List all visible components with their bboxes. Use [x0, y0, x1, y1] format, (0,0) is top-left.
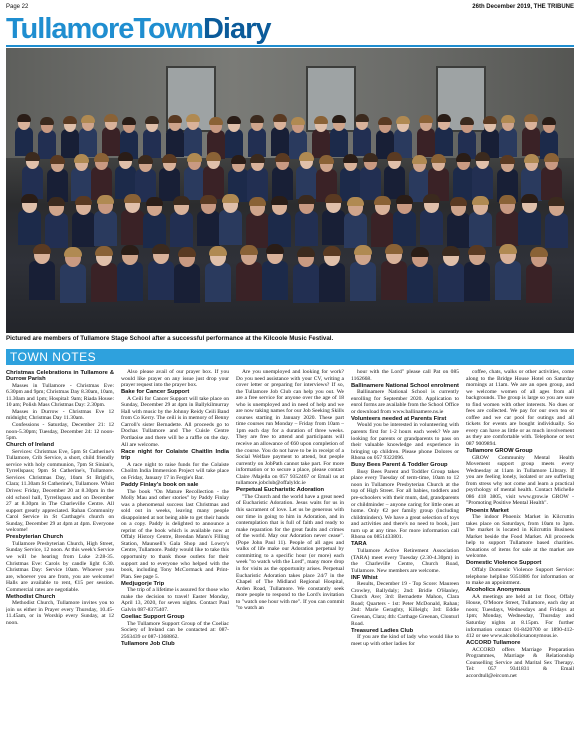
article-heading: Bake for Cancer Support — [121, 389, 190, 396]
performer-hair — [396, 116, 410, 124]
performer-hair — [162, 154, 177, 163]
performer-hair — [343, 154, 358, 163]
page-number: Page 22 — [6, 4, 29, 10]
performer-hair — [524, 154, 539, 163]
article-paragraph: Services: Christmas Eve, 5pm St Catherine's Tullamore, Crib Service, a short, child friendly service with holy communion, 7pm St Sinian's, Tyrrellspass; 9pm St Catherine's, Tullamore. Services Christmas Day, 10am St Brigid's, Clara; 11.30am St Catherine's, Tullamore. Whist Drives: Friday, December 20 at 8.30pm in the old school hall, Tyrrellspass and on December 27 at 8.30pm in The Charleville Centre. All support greatly appreciated. Rahan Community Carol Service in St Carthage's church on Sunday, December 29 at 4pm at 4pm. Everyone welcome! — [6, 448, 114, 534]
article-paragraph: Ballinamere National School is currently enrolling for September 2020. Application to enrol forms are available from the School Office or download from www.ballinamere.ns.ie — [351, 389, 459, 415]
article-heading: Tullamore GROW Group — [466, 448, 533, 455]
performer-body — [219, 210, 242, 246]
performer-body — [312, 129, 331, 158]
performer-body — [435, 127, 454, 156]
performer-hair — [227, 116, 241, 124]
performer-body — [79, 128, 98, 157]
article-paragraph: Results, December 19 - Top Score: Maureen Crowley, Ballydaly; 2nd: Bridie O'Hanley, Church Ave; 3rd: Bernadette Mahon, Clara Road; Quarters - 1st: Peter McDonald, Rahan; 2nd: Marie Geraghty, Killeigh; 3rd: Eddie Greenan, Clara; 4th: Carthage Greenan, Clonturl Road. — [351, 581, 459, 627]
article-paragraph: If you are the kind of lady who would like to meet up with other ladies for — [351, 634, 459, 647]
performer-hair — [250, 154, 265, 163]
performer-body — [72, 212, 95, 248]
masthead — [6, 14, 574, 44]
performer-hair — [524, 114, 538, 122]
performer-body — [117, 262, 142, 301]
article-paragraph: The book "On Mature Recollection - the Molly Mau and other stories" by Paddy Finlay was a phenomenal success last Christmas and sold out in weeks, leaving many people disappointed at not being able to get their hands on a copy. Paddy is delighted to announce a reprint of the book which is available now at Offaly History Centre, Brendan Mann's Filling Station, Maunsell's Gala Shop and Lowry's Centre, Tullamore. Paddy would like to take this opportunity to thank those outlets for their support and to everyone who helped with the book, including Tony McCormack and Print-Plan. See page 5. — [121, 488, 229, 580]
performer-hair — [374, 196, 391, 205]
performer-hair — [363, 153, 378, 162]
performer-hair — [431, 154, 446, 163]
performer-hair — [206, 152, 221, 161]
article-paragraph: AA meetings are held at 1st floor, Offaly House, O'Moore Street, Tullamore, each day at noon; Tuesdays, Wednesdays and Fridays at 1pm; Monday, Wednesday, Thursday and Saturday nights at 8.15pm. For further information contact 01-8420700 or 1890-412-412 or see www.alcoholicsanonymous.ie. — [466, 593, 574, 640]
performer-body — [262, 261, 287, 300]
article-paragraph: Masses in Tullamore - Christmas Eve: 6.30pm and 9pm; Christmas Day 8.30am, 10am, 11.30am and 1pm; Hospital: 9am; Riada House: 10 am; Polish Mass Christmas Day: 2.30pm. — [6, 382, 114, 409]
performer-hair — [332, 115, 346, 123]
performer-hair — [291, 117, 305, 125]
article-paragraph: Methodist Church, Tullamore invites you to join us either in Prayer every Thursday, 10.45-11.45am, or in Worship every Sunday, at 12 noon. — [6, 600, 114, 627]
article-paragraph: Also please avail of our prayer box. If you would like prayer on any issue just drop your prayer request into the prayer box. — [121, 369, 229, 389]
performer-body — [225, 129, 244, 158]
performer-hair — [378, 117, 392, 125]
performer-hair — [124, 194, 141, 203]
performer-hair — [325, 194, 342, 203]
performer-hair — [423, 194, 440, 203]
performer-hair — [499, 244, 517, 254]
performer-hair — [186, 114, 200, 122]
performer-hair — [138, 155, 153, 164]
performer-hair — [48, 197, 65, 206]
performer-hair — [122, 117, 136, 125]
masthead-title-part1: TullamoreTown — [6, 13, 203, 45]
article-columns — [6, 369, 574, 731]
masthead-title-part2: Diary — [202, 13, 271, 45]
performer-body — [166, 128, 185, 157]
performer-body — [246, 213, 269, 249]
performer-hair — [530, 247, 548, 257]
article-heading: Christmas Celebrations in Tullamore & Durrow Parish — [6, 369, 114, 383]
performer-body — [29, 261, 54, 300]
article-paragraph: Offaly Domestic Violence Support Service: telephone helpline 9351886 for information or to make an appointment. — [466, 567, 574, 587]
article-paragraph: ACCORD offers Marriage Preparation Programmes, Marriage & Relationship Counselling Service and Marital Sex Therapy. Tel: 057 9341831 & Email accordtull@eircom.net — [466, 646, 574, 679]
performer-hair — [209, 117, 223, 125]
performer-hair — [240, 245, 258, 255]
performer-hair — [187, 153, 202, 162]
performer-hair — [542, 117, 556, 125]
article-heading: Phoenix Market — [466, 507, 509, 514]
performer-body — [350, 262, 375, 301]
performer-hair — [298, 195, 315, 204]
performer-hair — [146, 197, 163, 206]
performer-hair — [499, 195, 516, 204]
performer-hair — [468, 245, 486, 255]
article-heading: ACCORD Tullamore — [466, 640, 521, 647]
performer-body — [360, 167, 381, 199]
article-heading: Medjugorje Trip — [121, 580, 165, 587]
performer-hair — [94, 153, 109, 162]
article-paragraph: coffee, chats, walks or other activities, come along to the Bridge House Hotel on Saturday mornings at 11am. We are an open group, and we welcome women of all ages from all backgrounds. The group is large so you are sure to find women with other interests. No dues or fees are collected. We pay for our own tea or coffee and we car pool for outings and all tickets for events are bought individually. So every can have as little or as much involvement as they are comfortable with. Telephone or text 087 9009894. — [466, 369, 574, 448]
performer-body — [344, 213, 367, 249]
performer-hair — [97, 195, 114, 204]
article-column — [236, 369, 344, 731]
article-paragraph: Busy Bees Parent and Toddler Group takes place every Tuesday of term-time, 10am to 12 noon in Tullamore Presbyterian Church at the top of High Street. For all babies, toddlers and pre-schoolers with their mum, dad, grandparents or childminder – anyone caring for little ones at home. Only €2 per family group (including childminders). We have a great selection of toys and activities and there's no need to book, just turn up at any time. For more information call Rhona on 0851433801. — [351, 468, 459, 541]
article-heading: Perpetual Eucharistic Adoration — [236, 487, 325, 494]
performer-body — [518, 210, 541, 246]
performer-hair — [266, 244, 284, 254]
performer-body — [381, 261, 406, 300]
performer-hair — [323, 246, 341, 256]
performer-hair — [297, 247, 315, 257]
article-paragraph: Masses in Durrow - Christmas Eve 12 midnight; Christmas Day 11.30am. — [6, 408, 114, 422]
performer-hair — [548, 197, 565, 206]
performer-hair — [355, 114, 369, 122]
performer-body — [143, 213, 166, 249]
performer-hair — [385, 244, 403, 254]
performer-hair — [483, 116, 497, 124]
performer-hair — [33, 244, 51, 254]
performer-body — [526, 264, 551, 303]
performer-hair — [544, 153, 559, 162]
article-paragraph: A Ceili for Cancer Support will take place on Sunday, December 29 at 4pm in Ballykilmurray Hall with music by the Johnny Reidy Ceili Band from Co Kerry. The ceili is in memory of Benny Carroll's sister Bernadette. All proceeds go to Dochas Tullamore and The Cuisle Centre Portlaoise and there will be a raffle on the day. All are welcome. — [121, 395, 229, 448]
performer-body — [247, 168, 268, 200]
performer-body — [420, 210, 443, 246]
performer-hair — [314, 116, 328, 124]
article-heading: Alcoholics Anonymous — [466, 587, 531, 594]
article-paragraph: hour with the Lord" please call Pat on 085 1162668. — [351, 369, 459, 382]
article-heading: Volunteers needed at Parents First — [351, 415, 447, 422]
article-column — [466, 369, 574, 731]
performer-hair — [104, 114, 118, 122]
article-paragraph: GROW Community Mental Health Movement support group meets every Wednesday at 11am in Tullamore Library. If you are feeling lonely, isolated or are suffering from stress why not come and learn a practical psychology of mental health. Contact Michelle 086 418 3805, visit www.grow.ie GROW - "Promoting Positive Mental Health". — [466, 454, 574, 507]
article-paragraph: Tullamore Active Retirement Association (TARA) meet every Tuesday (2.30-4.30pm) in the Charleville Centre, Church Road, Tullamore. New members are welcome. — [351, 547, 459, 574]
performer-body — [545, 213, 568, 249]
performer-body — [45, 213, 68, 249]
performer-body — [322, 210, 345, 246]
performer-body — [319, 263, 344, 302]
performer-body — [371, 212, 394, 248]
performer-body — [170, 212, 193, 248]
performer-hair — [475, 152, 490, 161]
performer-body — [453, 167, 474, 199]
performer-hair — [354, 245, 372, 255]
performer-hair — [168, 115, 182, 123]
performer-hair — [501, 115, 515, 123]
article-heading: Coeliac Support Group — [121, 613, 185, 620]
performer-body — [203, 166, 224, 198]
article-heading: TARA — [351, 541, 367, 548]
article-heading: Presbyterian Church — [6, 534, 64, 541]
performer-body — [143, 129, 162, 158]
performer-hair — [25, 152, 40, 161]
performer-hair — [521, 194, 538, 203]
article-paragraph: The indoor Phoenix Market in Kilcruttin takes place on Saturdays, from 10am to 3pm. The market is located in Kilcruttin Business Market beside the Food Market. All proceeds help to support Tullamore based charities. Donations of items for sale at the market are welcome. — [466, 514, 574, 560]
article-paragraph: "The Church and the world have a great need of Eucharistic Adoration. Jesus waits for us in this sacrament of love. Let us be generous with our time in going to him in Adoration, and in contemplation that is full of faith and ready to make reparation for the great faults and crimes of the world. May our Adoration never cease". (Pope John Paul 11). People of all ages and walks of life make our Adoration perpetual by committing to a specific hour (or more) each week "to watch with the Lord", many more drop in for visits as the opportunity arises. Perpetual Eucharistic Adoration takes place 24/7 in the Chapel of The Midland Regional Hospital, Arden Road, Tullamore. We constantly seek more people to respond to the Lord's invitation to "watch one hour with me". If you can commit "to watch an — [236, 493, 344, 612]
performer-hair — [231, 155, 246, 164]
performer-hair — [319, 155, 334, 164]
article-column — [351, 369, 459, 731]
performer-hair — [299, 152, 314, 161]
performer-hair — [209, 246, 227, 256]
performer-body — [495, 261, 520, 300]
performer-body — [272, 167, 293, 199]
performer-body — [353, 127, 372, 156]
performer-body — [205, 263, 230, 302]
performer-body — [496, 211, 519, 247]
performer-body — [268, 212, 291, 248]
performer-body — [472, 166, 493, 198]
performer-hair — [437, 114, 451, 122]
performer-body — [384, 166, 405, 198]
performer-hair — [50, 155, 65, 164]
performer-hair — [500, 155, 515, 164]
performer-hair — [17, 114, 31, 122]
performer-hair — [273, 114, 287, 122]
performer-body — [94, 211, 117, 247]
performer-body — [61, 129, 80, 158]
performer-body — [121, 210, 144, 246]
performer-hair — [472, 196, 489, 205]
performer-body — [293, 264, 318, 303]
performer-body — [197, 211, 220, 247]
group-photo — [6, 48, 574, 333]
performer-body — [296, 166, 317, 198]
performer-body — [271, 127, 290, 156]
performer-hair — [200, 195, 217, 204]
masthead-title — [6, 14, 271, 44]
performer-hair — [64, 247, 82, 257]
performer-body — [18, 210, 41, 246]
performer-hair — [75, 196, 92, 205]
performer-hair — [396, 195, 413, 204]
performer-body — [184, 127, 203, 156]
performer-hair — [456, 153, 471, 162]
performer-body — [295, 211, 318, 247]
performer-body — [102, 127, 121, 156]
performer-hair — [21, 194, 38, 203]
issue-date: 26th December 2019, THE TRIBUNE — [472, 4, 574, 10]
performer-body — [499, 128, 518, 157]
performer-hair — [411, 247, 429, 257]
performer-hair — [387, 152, 402, 161]
performer-hair — [275, 153, 290, 162]
performer-hair — [271, 196, 288, 205]
performer-body — [407, 264, 432, 303]
article-heading: Tullamore Job Club — [121, 640, 175, 647]
performer-body — [148, 261, 173, 300]
article-heading: Methodist Church — [6, 593, 56, 600]
performer-hair — [121, 245, 139, 255]
performer-body — [340, 168, 361, 200]
performer-hair — [442, 246, 460, 256]
performer-body — [184, 167, 205, 199]
article-column — [121, 369, 229, 731]
performer-hair — [222, 194, 239, 203]
article-heading: Church of Ireland — [6, 442, 54, 449]
section-header — [6, 349, 574, 365]
article-heading: Domestic Violence Support — [466, 560, 542, 567]
performer-hair — [63, 116, 77, 124]
performer-hair — [347, 197, 364, 206]
performer-body — [464, 262, 489, 301]
performer-hair — [118, 152, 133, 161]
article-paragraph: Confessions - Saturday, December 21: 12 noon-5.30pm; Tuesday, December 24: 12 noon-5pm. — [6, 421, 114, 442]
performer-body — [174, 264, 199, 303]
performer-hair — [173, 196, 190, 205]
section-title: TOWN NOTES — [10, 350, 97, 364]
article-heading: Ballinamere National School enrolment — [351, 382, 459, 389]
article-heading: Treasured Ladies Club — [351, 627, 414, 634]
performer-hair — [40, 117, 54, 125]
performer-body — [248, 128, 267, 157]
performer-hair — [412, 155, 427, 164]
article-paragraph: Tullamore Presbyterian Church, High Street, Sunday Service, 12 noon. At this week's Service we will be hearing from Luke 2:28-35. Christmas Eve: Carols by candle light 6.30. Christmas Day: Service 10am. Whoever you are, whoever you are from, you are welcome! Halls are available to rent, €15 per session. Commercial rates are negotiable. — [6, 540, 114, 593]
performer-body — [447, 213, 470, 249]
performer-body — [469, 212, 492, 248]
performer-body — [91, 263, 116, 302]
performer-body — [60, 264, 85, 303]
performer-body — [541, 167, 562, 199]
performer-hair — [178, 247, 196, 257]
performer-body — [522, 127, 541, 156]
article-paragraph: A race night to raise funds for the Colaiste Choilm India Immersion Project will take place on Friday, January 17 in Fergie's Bar. — [121, 461, 229, 481]
article-heading: Paddy Finlay's book on sale — [121, 481, 199, 488]
performer-hair — [95, 246, 113, 256]
performer-body — [438, 263, 463, 302]
performer-hair — [250, 115, 264, 123]
performer-hair — [145, 116, 159, 124]
performer-hair — [152, 244, 170, 254]
article-heading: INF Whist — [351, 574, 378, 581]
performer-hair — [249, 197, 266, 206]
performer-hair — [450, 197, 467, 206]
photo-caption: Pictured are members of Tullamore Stage School after a successful performance at the Kilcoole Music Festival. — [6, 335, 334, 342]
article-paragraph: Are you unemployed and looking for work? Do you need assistance with your CV, writing a cover letter or preparing for interviews? If so, the Tullamore Job Club can help you out. We are a free service for anyone over the age of 18 who is unemployed and in need of help and we are now taking names for our Job Seeking Skills courses starting in January 2020. These part time courses run Monday – Friday from 10am – 1pm each day for a duration of three weeks. They are free to attend and participants will receive an allowance of €60 upon completion of the course. You do not have to be in receipt of a Social Welfare payment to attend, but people currently on JobPath cannot take part. For more information or to secure a place, please contact Claire /Majella on 057 9352467 or Email us at tullamore.jobclub@offalyldc.ie — [236, 369, 344, 487]
article-paragraph: Would you be interested in volunteering with parents first for 1-2 hours each week? We are looking for parents or grandparents to pass on their valuable knowledge and experience in bringing up children. Please phone Dolores or Rhona on 057 9322096. — [351, 422, 459, 462]
article-paragraph: The Tullamore Support Group of the Coeliac Society of Ireland can be contacted at: 087-2563439 or 087-1368862. — [121, 620, 229, 640]
performer-hair — [74, 154, 89, 163]
article-heading: Busy Bees Parent & Toddler Group — [351, 462, 448, 469]
article-paragraph: The trip of a lifetime is assured for those who make the decision to travel! Easter Monday, April 13, 2020, for seven nights. Contact Paul Galvin 087-8375407. — [121, 587, 229, 613]
performer-body — [393, 211, 416, 247]
performer-body — [417, 128, 436, 157]
performer-body — [236, 262, 261, 301]
performer-hair — [81, 115, 95, 123]
performer-hair — [419, 115, 433, 123]
performer-hair — [460, 117, 474, 125]
article-heading: Race night for Colaiste Chaitlin India trip — [121, 448, 229, 462]
article-column — [6, 369, 114, 731]
masthead-rule — [6, 45, 574, 47]
performer-body — [330, 128, 349, 157]
